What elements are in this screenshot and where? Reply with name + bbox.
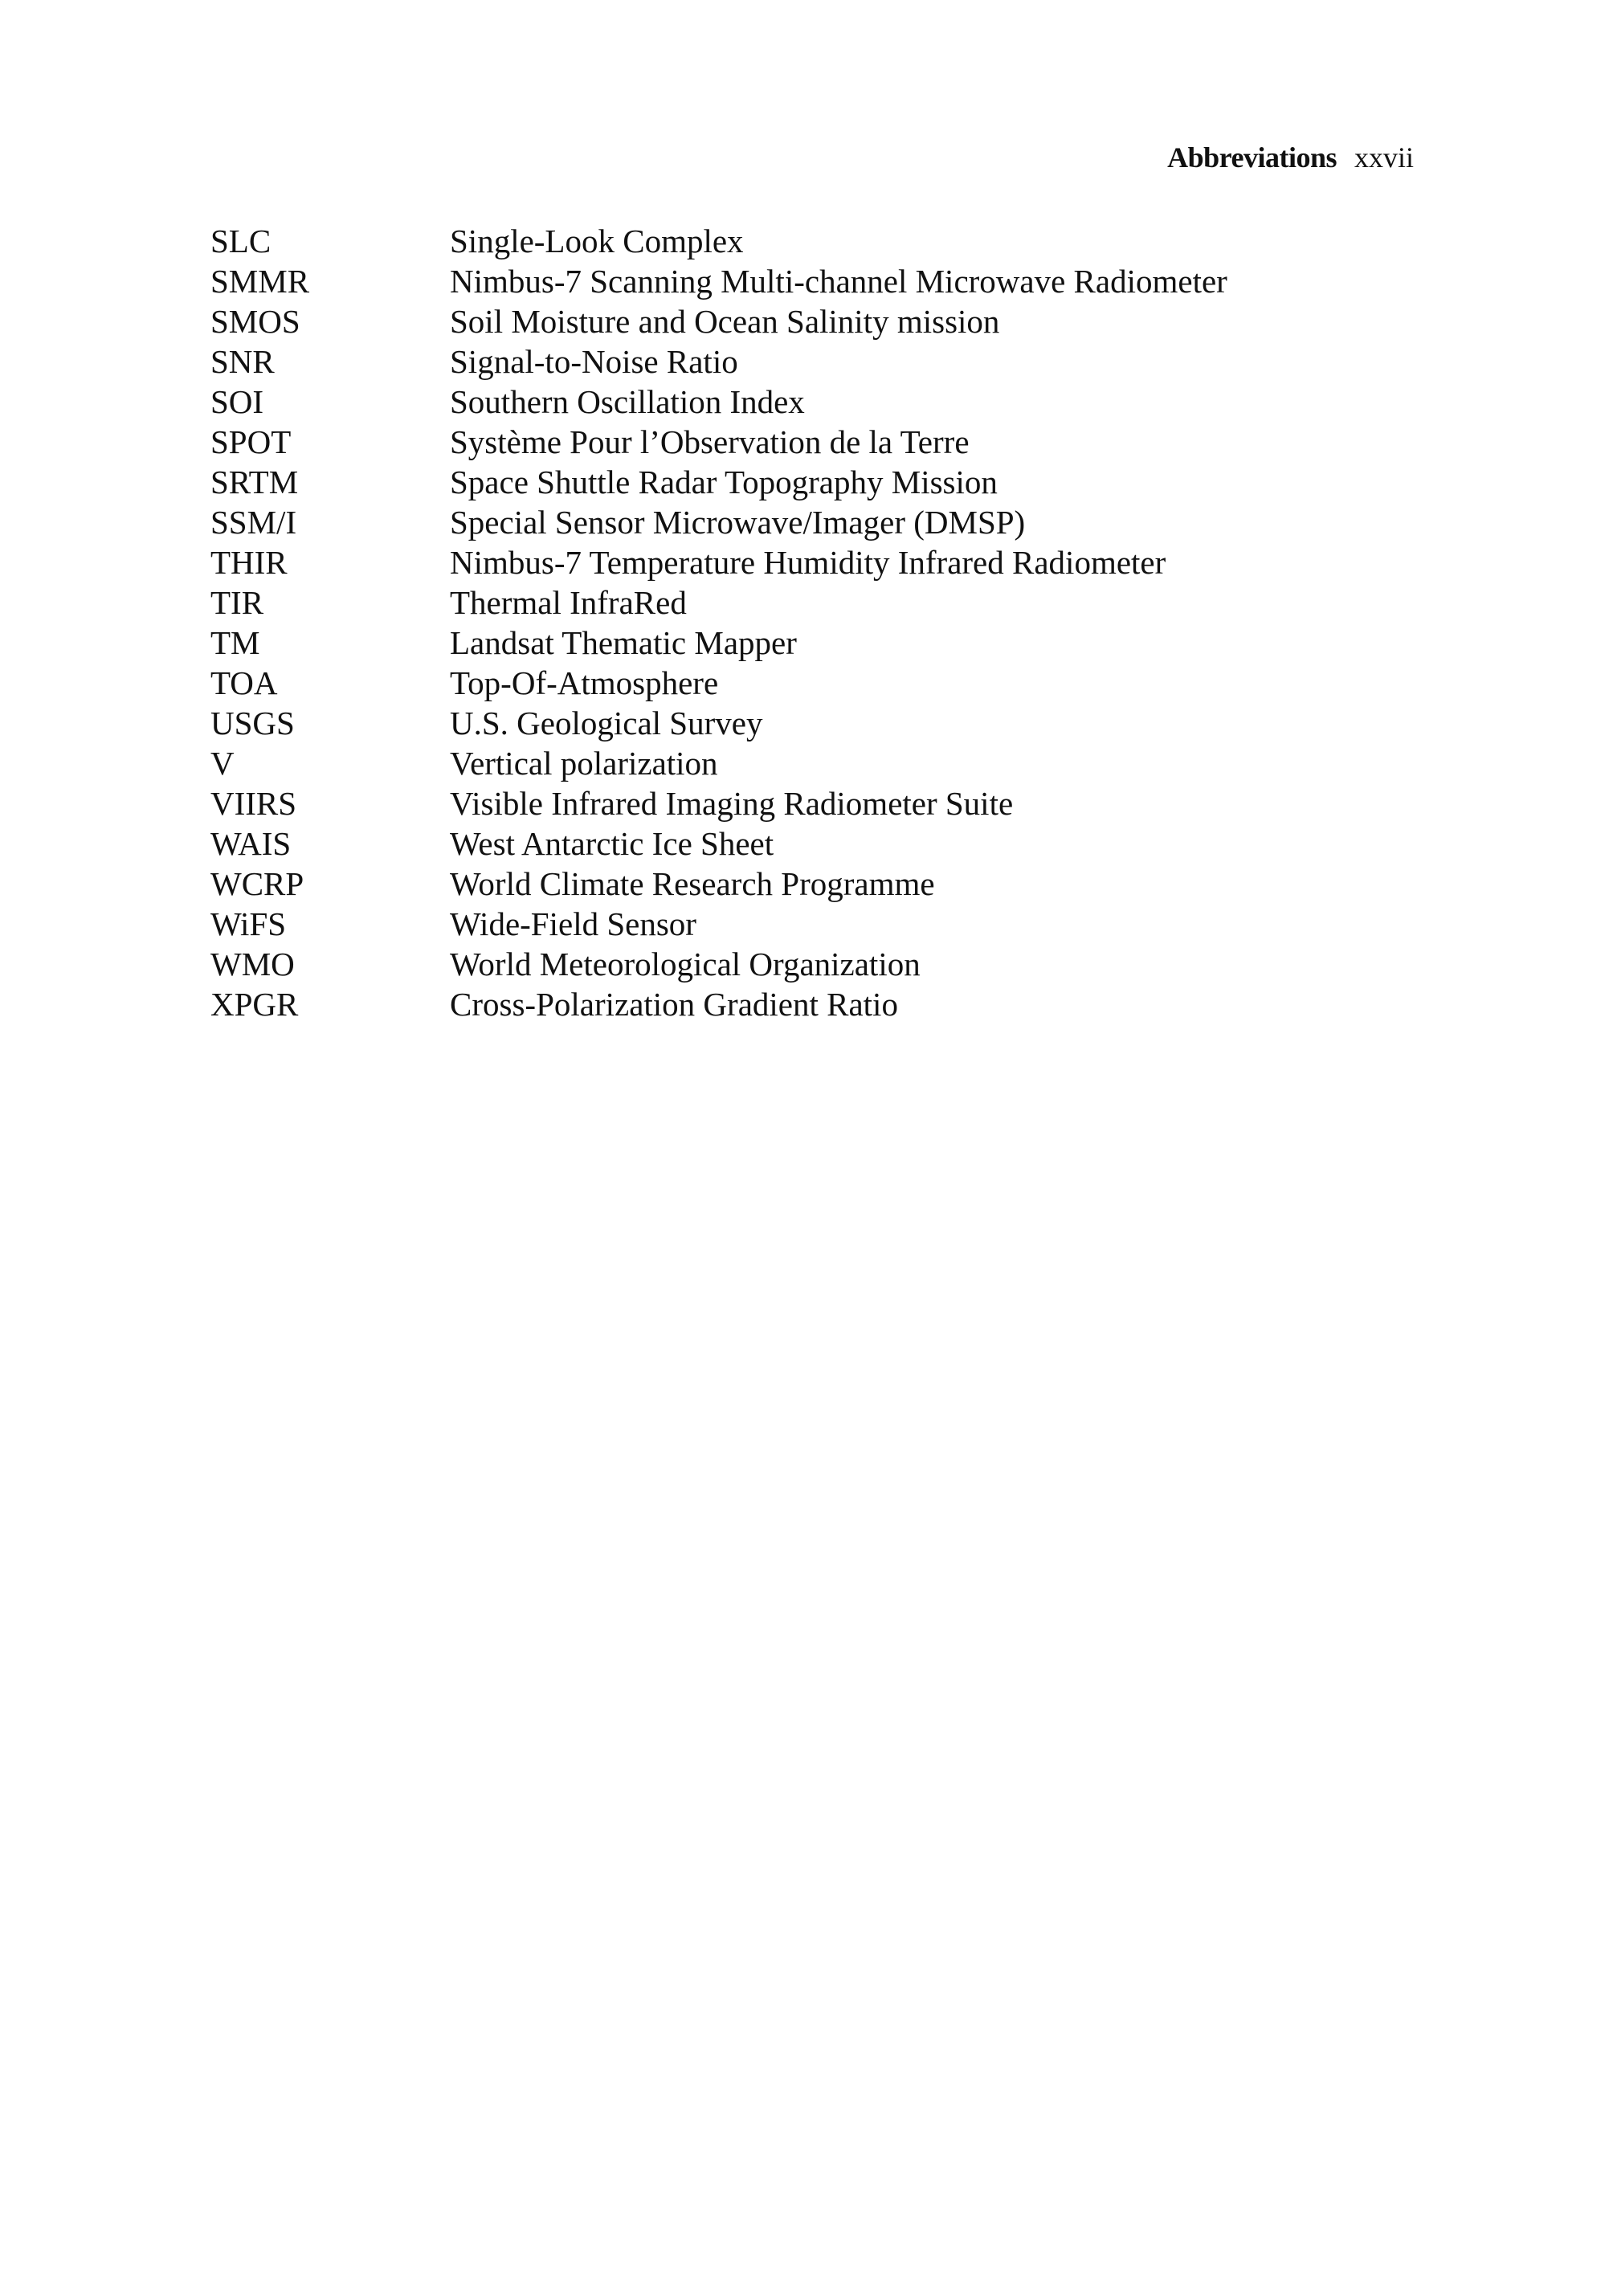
abbreviation-definition: U.S. Geological Survey xyxy=(450,705,763,742)
abbreviation-row xyxy=(210,743,1383,783)
abbreviation-row xyxy=(210,462,1383,502)
abbreviation-row xyxy=(210,542,1383,582)
abbreviation-definition: Vertical polarization xyxy=(450,745,718,782)
page-number: xxvii xyxy=(1354,141,1414,174)
abbreviation-term: TM xyxy=(210,624,260,661)
abbreviation-row xyxy=(210,984,1383,1024)
abbreviation-row xyxy=(210,944,1383,984)
abbreviation-definition: Nimbus-7 Scanning Multi-channel Microwave Radiometer xyxy=(450,263,1227,300)
abbreviation-definition: Système Pour l’Observation de la Terre xyxy=(450,423,970,460)
abbreviation-row xyxy=(210,582,1383,623)
abbreviation-term: TOA xyxy=(210,664,278,701)
abbreviation-term: SMOS xyxy=(210,303,300,340)
abbreviation-definition: Thermal InfraRed xyxy=(450,584,687,621)
abbreviation-definition: Signal-to-Noise Ratio xyxy=(450,343,738,380)
abbreviation-definition: West Antarctic Ice Sheet xyxy=(450,825,774,862)
abbreviation-term: WMO xyxy=(210,946,295,983)
abbreviation-row xyxy=(210,301,1383,341)
abbreviation-term: V xyxy=(210,745,235,782)
running-head xyxy=(964,138,1414,177)
abbreviation-row xyxy=(210,382,1383,422)
abbreviation-term: VIIRS xyxy=(210,785,297,822)
abbreviation-term: WAIS xyxy=(210,825,292,862)
abbreviation-row xyxy=(210,663,1383,703)
abbreviation-row xyxy=(210,783,1383,823)
abbreviation-definition: Space Shuttle Radar Topography Mission xyxy=(450,464,998,500)
abbreviation-row xyxy=(210,422,1383,462)
abbreviation-definition: Southern Oscillation Index xyxy=(450,383,805,420)
abbreviation-term: WiFS xyxy=(210,905,287,942)
abbreviation-row xyxy=(210,623,1383,663)
section-title: Abbreviations xyxy=(1167,141,1337,174)
abbreviation-definition: Nimbus-7 Temperature Humidity Infrared Radiometer xyxy=(450,544,1166,581)
abbreviation-term: USGS xyxy=(210,705,295,742)
abbreviation-term: SMMR xyxy=(210,263,310,300)
abbreviation-term: SSM/I xyxy=(210,504,297,541)
abbreviation-row xyxy=(210,502,1383,542)
abbreviation-definition: World Climate Research Programme xyxy=(450,865,935,902)
abbreviation-row xyxy=(210,904,1383,944)
abbreviation-definition: Top-Of-Atmosphere xyxy=(450,664,719,701)
abbreviation-row xyxy=(210,864,1383,904)
abbreviation-term: SNR xyxy=(210,343,275,380)
abbreviation-row xyxy=(210,261,1383,301)
abbreviation-definition: Soil Moisture and Ocean Salinity mission xyxy=(450,303,1000,340)
abbreviation-term: TIR xyxy=(210,584,264,621)
abbreviation-definition: Cross-Polarization Gradient Ratio xyxy=(450,986,898,1023)
abbreviation-list xyxy=(210,221,1383,1024)
abbreviation-definition: Landsat Thematic Mapper xyxy=(450,624,797,661)
abbreviation-row xyxy=(210,823,1383,864)
abbreviation-definition: Visible Infrared Imaging Radiometer Suite xyxy=(450,785,1014,822)
abbreviation-term: SPOT xyxy=(210,423,292,460)
abbreviation-row xyxy=(210,341,1383,382)
abbreviation-row xyxy=(210,703,1383,743)
abbreviation-term: SRTM xyxy=(210,464,299,500)
abbreviation-term: SLC xyxy=(210,223,272,259)
abbreviation-term: THIR xyxy=(210,544,288,581)
abbreviation-definition: Wide-Field Sensor xyxy=(450,905,696,942)
abbreviation-definition: Special Sensor Microwave/Imager (DMSP) xyxy=(450,504,1026,541)
abbreviation-definition: World Meteorological Organization xyxy=(450,946,921,983)
abbreviation-definition: Single-Look Complex xyxy=(450,223,744,259)
abbreviation-term: SOI xyxy=(210,383,264,420)
abbreviation-term: XPGR xyxy=(210,986,299,1023)
abbreviation-row xyxy=(210,221,1383,261)
abbreviation-term: WCRP xyxy=(210,865,304,902)
